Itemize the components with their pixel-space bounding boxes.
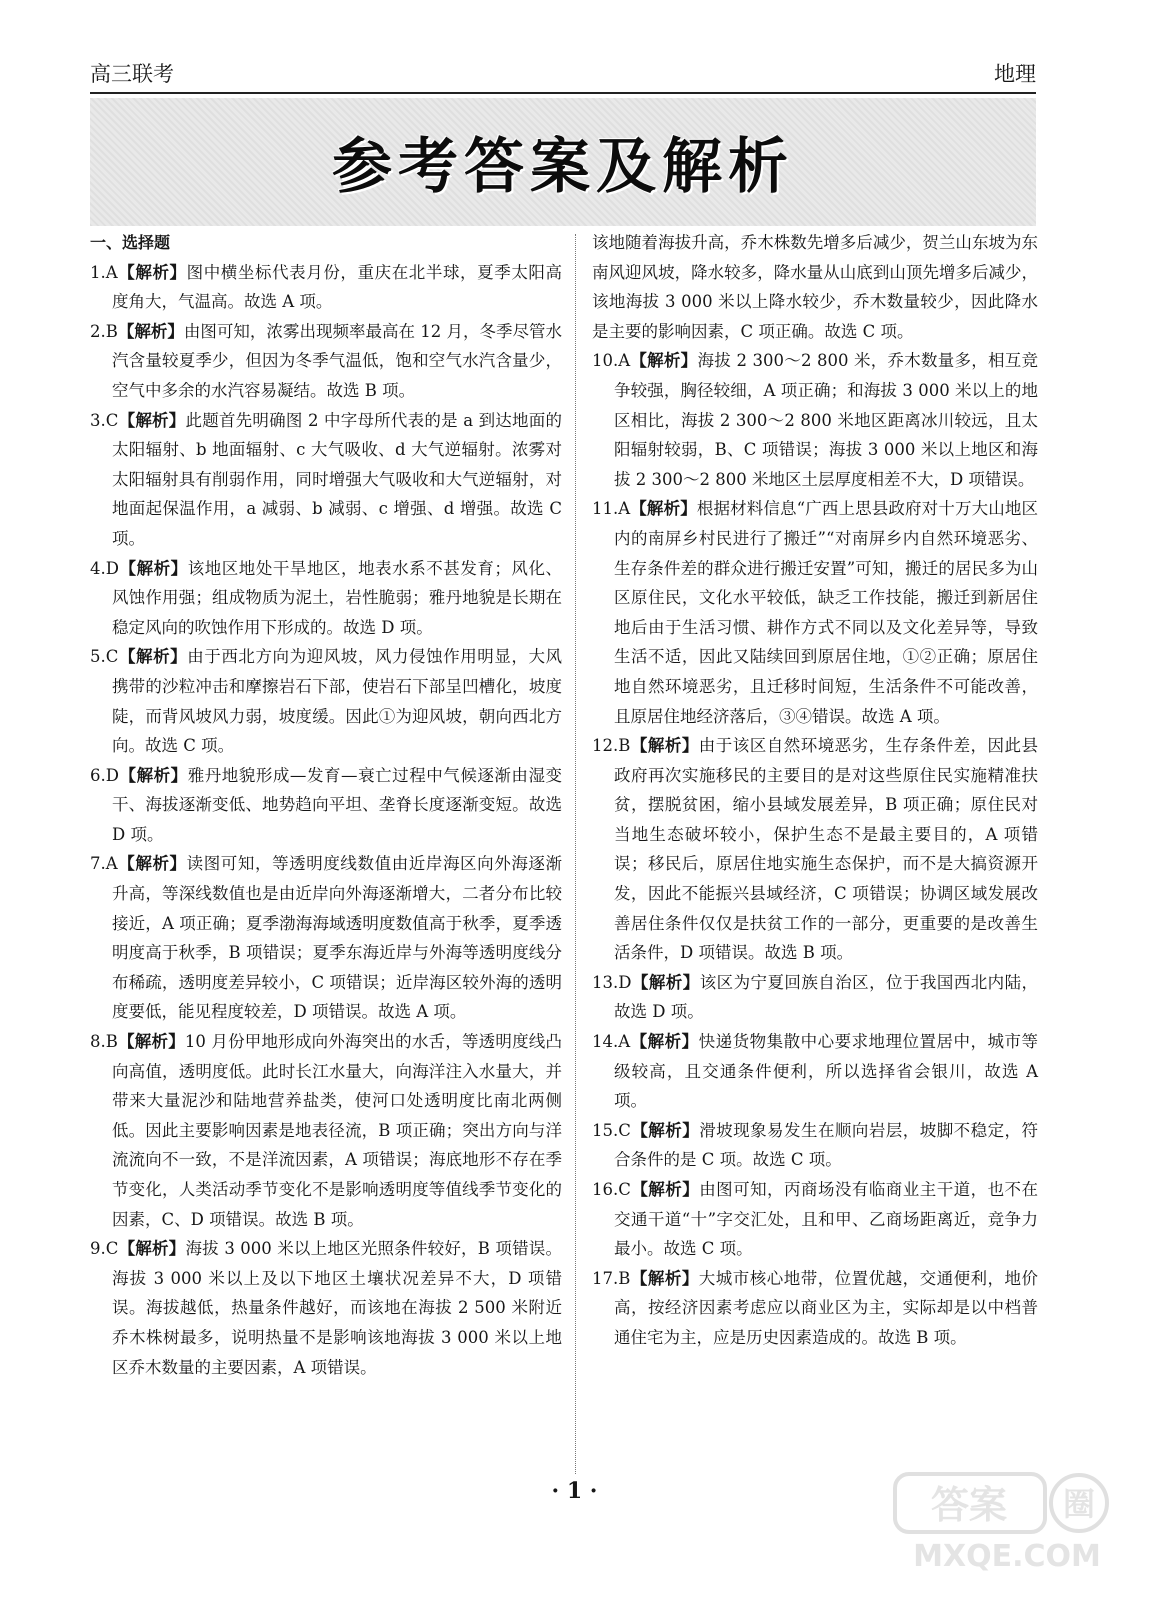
answer-item: [90, 554, 562, 643]
answer-item: [90, 258, 562, 317]
question-number: 12.B: [592, 736, 631, 756]
question-number: 10.A: [592, 351, 631, 371]
analysis-tag: 【解析】: [118, 765, 188, 785]
answer-item: [592, 1116, 1038, 1175]
analysis-tag: 【解析】: [630, 736, 699, 756]
answer-explanation: 由于该区自然环境恶劣，生存条件差，因此县政府再次实施移民的主要目的是对这些原住民实施精准扶贫，摆脱贫困，缩小县域发展差异，B 项正确；原住民对当地生态破坏较小，保护生态不是最主要目的，A 项错误；移民后，原居住地实施生态保护，而不是大搞资源开发，因此不能振兴县域经济，C 项错误；协调区域发展改善居住条件仅仅是扶贫工作的一部分，更重要的是改善生活条件，D 项错误。故选 B 项。: [614, 736, 1038, 963]
answer-item: [90, 849, 562, 1027]
answer-explanation: 海拔 2 300～2 800 米，乔木数量多，相互竞争较强，胸径较细，A 项正确；和海拔 3 000 米以上的地区相比，海拔 2 300～2 800 米地区距离冰川较远，且太阳辐射较弱，B、C 项错误；海拔 3 000 米以上地区和海拔 2 300～2 800 米地区土层厚度相差不大，D 项错误。: [614, 351, 1038, 489]
question-number: 6.D: [90, 765, 119, 785]
header-exam-name: 高三联考: [90, 62, 174, 86]
answer-explanation: 由于西北方向为迎风坡，风力侵蚀作用明显，大风携带的沙粒冲击和摩擦岩石下部，使岩石下部呈凹槽化，坡度陡，而背风坡风力弱，坡度缓。因此①为迎风坡，朝向西北方向。故选 C 项。: [112, 647, 562, 756]
analysis-tag: 【解析】: [630, 1180, 700, 1199]
answer-item: [592, 346, 1038, 494]
analysis-tag: 【解析】: [118, 410, 186, 430]
analysis-tag: 【解析】: [630, 351, 698, 371]
answer-item: [592, 1175, 1038, 1264]
analysis-tag: 【解析】: [630, 499, 697, 519]
page-header: [90, 62, 1036, 94]
analysis-tag: 【解析】: [631, 972, 700, 992]
svg-text:MXQE.COM: MXQE.COM: [913, 1539, 1101, 1574]
question-number: 7.A: [90, 854, 118, 874]
analysis-tag: 【解析】: [117, 262, 187, 282]
answer-explanation: 10 月份甲地形成向外海突出的水舌，等透明度线凸向高值，透明度低。此时长江水量大，向海洋注入水量大，并带来大量泥沙和陆地营养盐类，使河口处透明度比南北两侧低。因此主要影响因素是地表径流，B 项正确；突出方向与洋流流向不一致，不是洋流因素，A 项错误；海底地形不存在季节变化，人类活动季节变化不是影响透明度等值线季节变化的因素，C、D 项错误。故选 B 项。: [112, 1032, 563, 1229]
question-number: 16.C: [592, 1180, 631, 1199]
watermark-logo: [889, 1468, 1119, 1578]
question-number: 15.C: [592, 1120, 631, 1140]
left-column: [90, 228, 562, 1382]
question-number: 3.C: [90, 410, 119, 430]
answer-explanation: 该地随着海拔升高，乔木株数先增多后减少，贺兰山东坡为东南风迎风坡，降水较多，降水量从山底到山顶先增多后减少，该地海拔 3 000 米以上降水较少，乔木数量较少，因此降水是主要的影响因素，C 项正确。故选 C 项。: [592, 233, 1038, 341]
answer-explanation: 图中横坐标代表月份，重庆在北半球，夏季太阳高度角大，气温高。故选 A 项。: [112, 262, 563, 312]
header-subject: 地理: [994, 62, 1036, 86]
answer-explanation: 滑坡现象易发生在顺向岩层，坡脚不稳定，符合条件的是 C 项。故选 C 项。: [614, 1120, 1039, 1170]
analysis-tag: 【解析】: [117, 1032, 185, 1052]
question-number: 13.D: [592, 972, 632, 992]
answer-explanation: 海拔 3 000 米以上地区光照条件较好，B 项错误。海拔 3 000 米以上及以下地区土壤状况差异不大，D 项错误。海拔越低，热量条件越好，而该地在海拔 2 500 米附近乔木株树最多，说明热量不是影响该地海拔 3 000 米以上地区乔木数量的主要因素，A 项错误。: [112, 1239, 562, 1377]
svg-text:圈: 圈: [1062, 1485, 1096, 1523]
question-number: 9.C: [90, 1239, 119, 1259]
analysis-tag: 【解析】: [117, 854, 187, 874]
answer-item: [90, 406, 562, 554]
question-number: 2.B: [90, 321, 118, 341]
analysis-tag: 【解析】: [118, 1239, 186, 1259]
answer-explanation: 根据材料信息“广西上思县政府对十万大山地区内的南屏乡村民进行了搬迁”“对南屏乡内自然环境恶劣、生存条件差的群众进行搬迁安置”可知，搬迁的居民多为山区原住民，文化水平较低，缺乏工作技能，搬迁到新居住地后由于生活习惯、耕作方式不同以及文化差异等，导致生活不适，因此又陆续回到原居住地，①②正确；原居住地自然环境恶劣，且迁移时间短，生活条件不可能改善，且原居住地经济落后，③④错误。故选 A 项。: [614, 499, 1039, 726]
question-number: 5.C: [90, 647, 119, 667]
analysis-tag: 【解析】: [118, 647, 188, 667]
answer-item: [90, 761, 562, 850]
answer-item: [592, 1027, 1038, 1116]
answer-explanation: 该区为宁夏回族自治区，位于我国西北内陆，故选 D 项。: [614, 972, 1039, 1022]
page-number: · 1 ·: [551, 1478, 598, 1504]
answer-explanation: 由图可知，浓雾出现频率最高在 12 月，冬季尽管水汽含量较夏季少，但因为冬季气温低，饱和空气水汽含量少，空气中多余的水汽容易凝结。故选 B 项。: [112, 321, 562, 400]
right-answer-list: [592, 228, 1038, 1353]
answer-item: [592, 731, 1038, 968]
answer-item: [592, 1264, 1038, 1353]
answer-explanation: 快递货物集散中心要求地理位置居中，城市等级较高，且交通条件便利，所以选择省会银川，故选 A 项。: [614, 1032, 1039, 1111]
answer-explanation: 此题首先明确图 2 中字母所代表的是 a 到达地面的太阳辐射、b 地面辐射、c 大气吸收、d 大气逆辐射。浓雾对太阳辐射具有削弱作用，同时增强大气吸收和大气逆辐射，对地面起保温作用，a 减弱、b 减弱、c 增强、d 增强。故选 C 项。: [112, 410, 562, 548]
analysis-tag: 【解析】: [118, 558, 188, 578]
analysis-tag: 【解析】: [630, 1268, 699, 1288]
answer-explanation: 读图可知，等透明度线数值由近岸海区向外海逐渐升高，等深线数值也是由近岸向外海逐渐增大，二者分布比较接近，A 项正确；夏季渤海海域透明度数值高于秋季，夏季透明度高于秋季，B 项错误；夏季东海近岸与外海等透明度线分布稀疏，透明度差异较小，C 项错误；近岸海区较外海的透明度要低，能见程度较差，D 项错误。故选 A 项。: [112, 854, 563, 1022]
analysis-tag: 【解析】: [630, 1032, 699, 1052]
answer-item: [90, 1234, 562, 1382]
column-divider: [575, 234, 576, 1474]
answer-item: [90, 1027, 562, 1234]
answer-explanation: 该地区地处干旱地区，地表水系不甚发育；风化、风蚀作用强；组成物质为泥土，岩性脆弱；雅丹地貌是长期在稳定风向的吹蚀作用下形成的。故选 D 项。: [112, 558, 563, 637]
analysis-tag: 【解析】: [630, 1120, 700, 1140]
question-number: 14.A: [592, 1032, 631, 1052]
question-number: 4.D: [90, 558, 119, 578]
answer-item: [592, 228, 1038, 346]
title-banner: [90, 98, 1036, 226]
answer-explanation: 由图可知，丙商场没有临商业主干道，也不在交通干道“十”字交汇处，且和甲、乙商场距离近，竞争力最小。故选 C 项。: [614, 1180, 1039, 1259]
page-title: 参考答案及解析: [332, 132, 794, 202]
answer-item: [592, 494, 1038, 731]
section-title: 一、选择题: [90, 233, 171, 252]
question-number: 11.A: [592, 499, 631, 519]
question-number: 1.A: [90, 262, 118, 282]
question-number: 8.B: [90, 1032, 118, 1052]
left-answer-list: [90, 258, 562, 1383]
answer-item: [90, 642, 562, 760]
question-number: 17.B: [592, 1268, 631, 1288]
answer-explanation: 大城市核心地带，位置优越，交通便利，地价高，按经济因素考虑应以商业区为主，实际却是以中档普通住宅为主，应是历史因素造成的。故选 B 项。: [614, 1268, 1038, 1347]
svg-text:答案: 答案: [930, 1483, 1008, 1527]
analysis-tag: 【解析】: [117, 321, 184, 341]
right-column: [592, 228, 1038, 1353]
answer-item: [592, 968, 1038, 1027]
answer-explanation: 雅丹地貌形成—发育—衰亡过程中气候逐渐由湿变干、海拔逐渐变低、地势趋向平坦、垄脊长度逐渐变短。故选 D 项。: [112, 765, 563, 844]
answer-item: [90, 317, 562, 406]
